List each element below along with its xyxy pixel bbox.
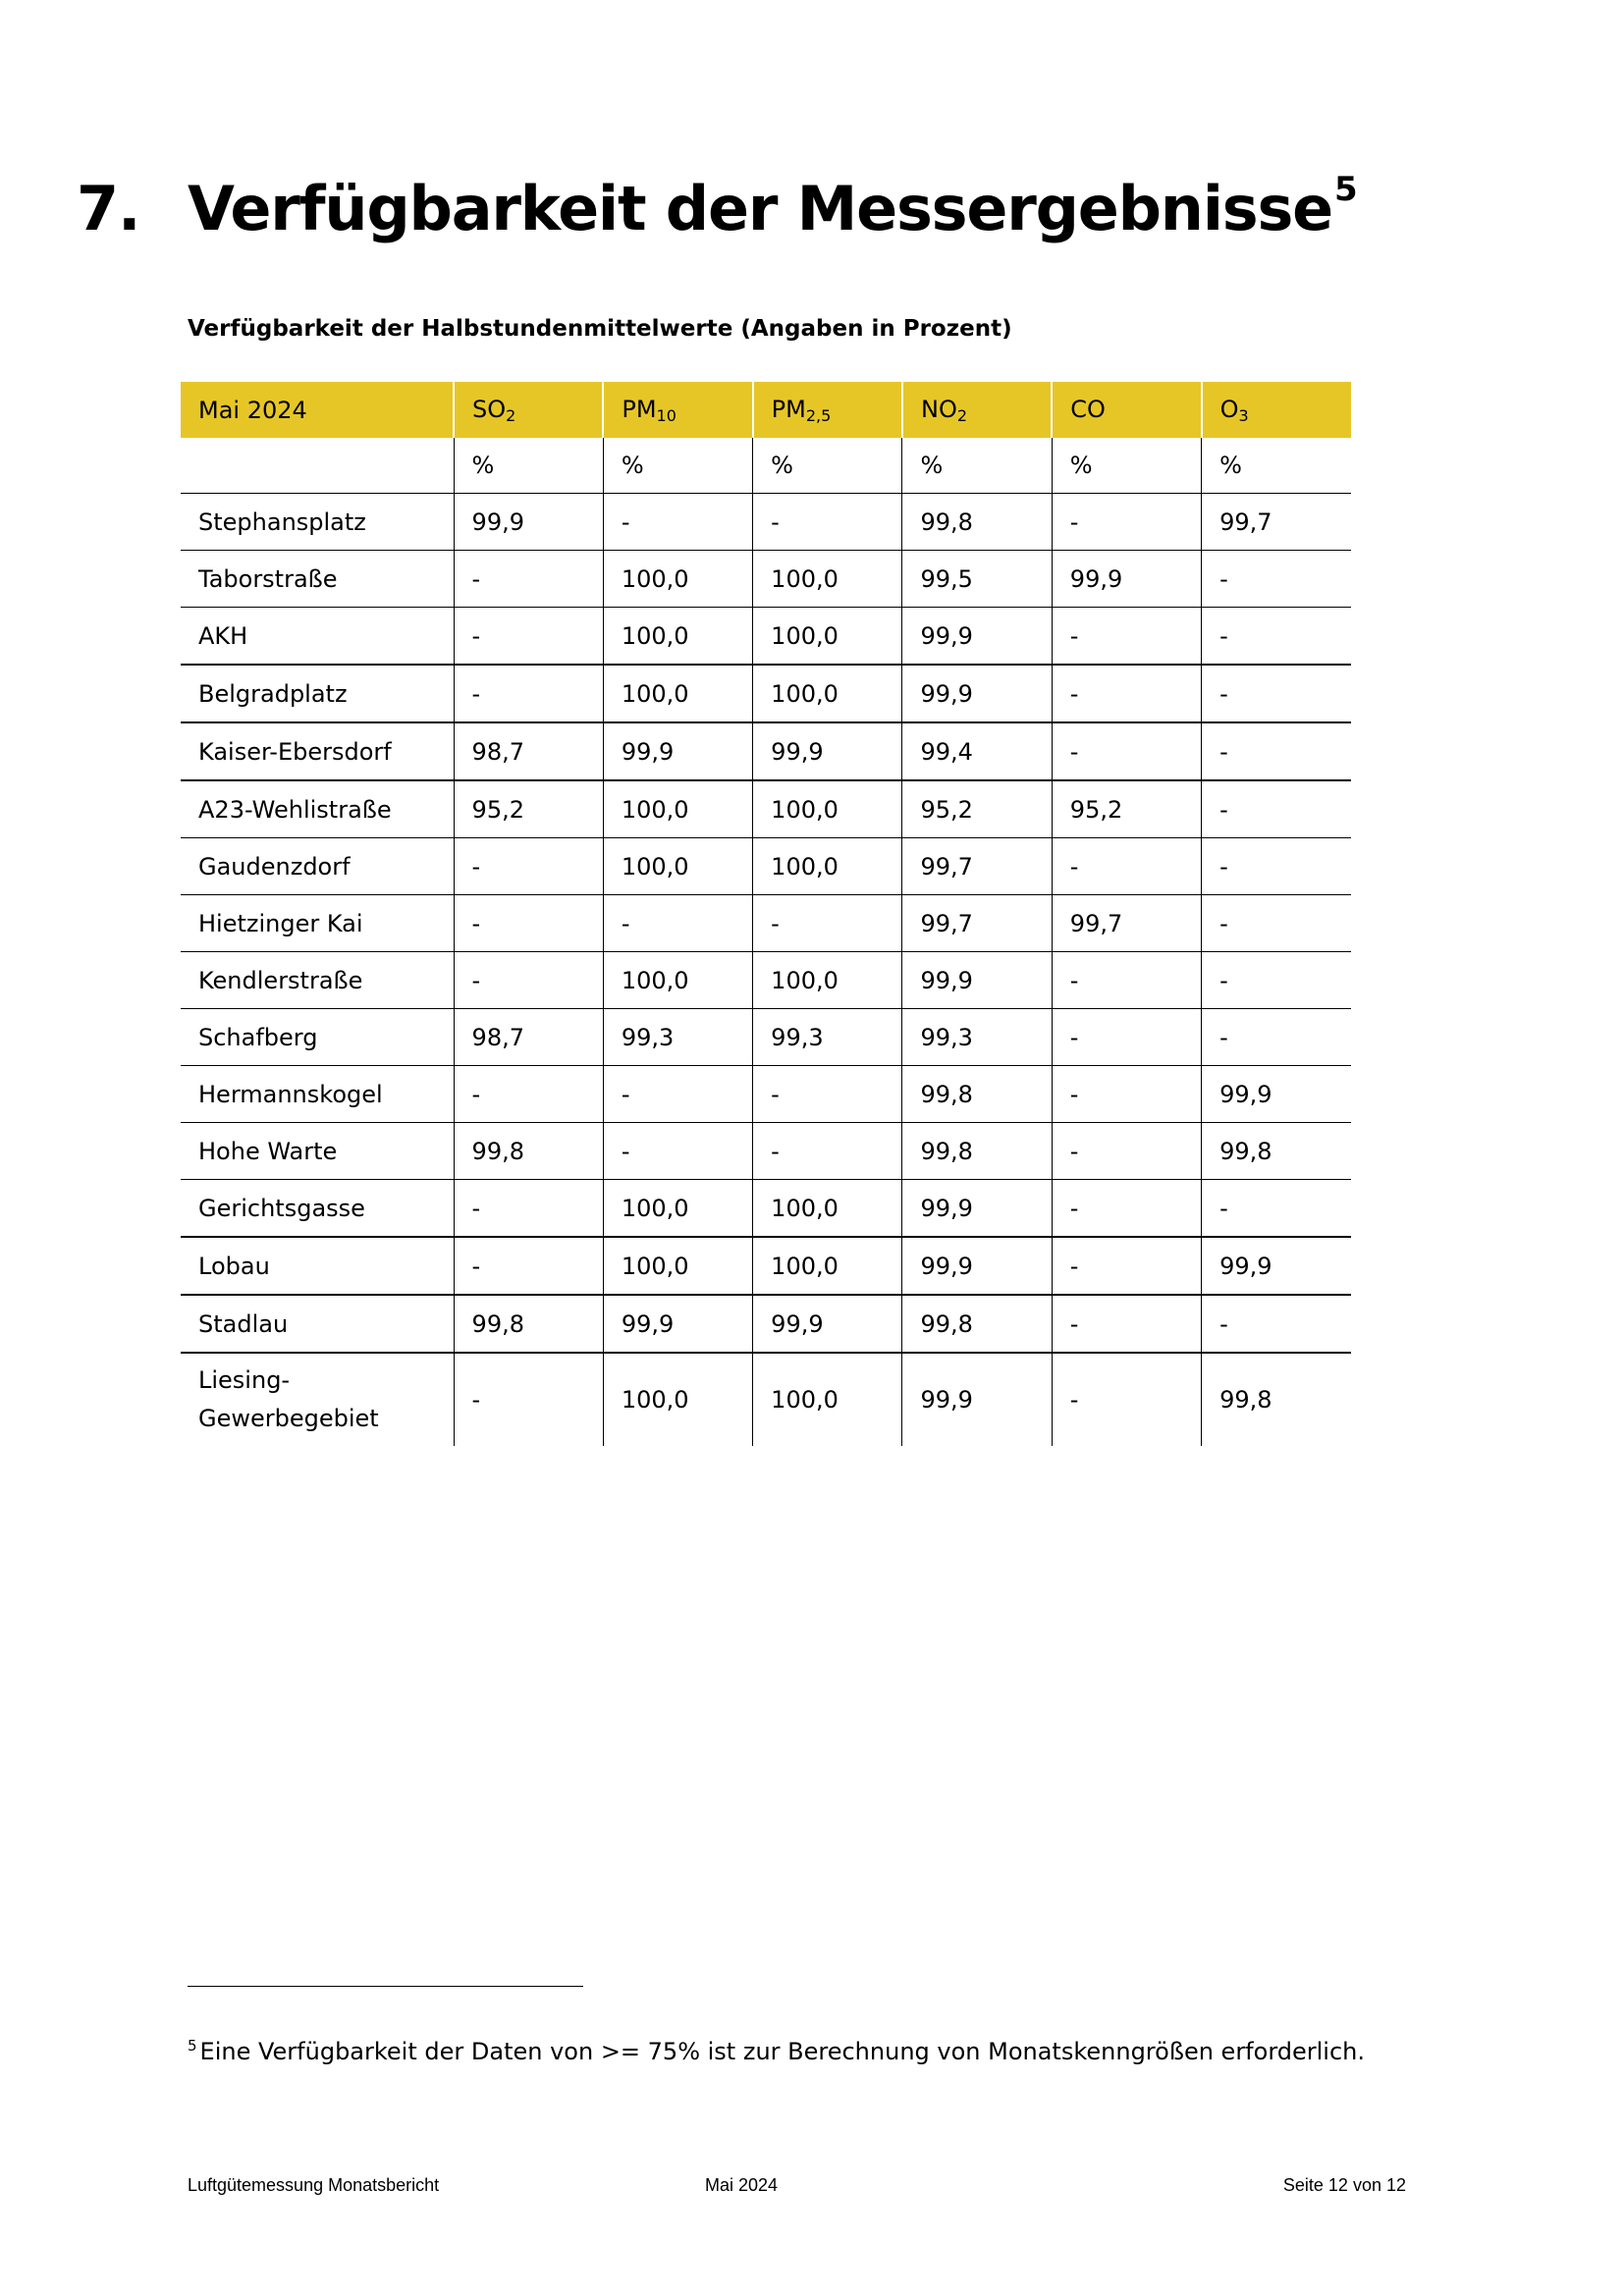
value-cell: - — [753, 895, 902, 952]
value-cell: 95,2 — [454, 780, 603, 838]
value-cell: 100,0 — [753, 665, 902, 722]
value-cell: - — [1052, 952, 1201, 1009]
value-cell: 98,7 — [454, 1009, 603, 1066]
table-row — [181, 952, 1351, 1009]
value-cell: - — [1052, 1237, 1201, 1295]
table-row — [181, 494, 1351, 551]
table-row — [181, 838, 1351, 895]
value-cell: 100,0 — [603, 838, 752, 895]
station-name: Stadlau — [181, 1295, 454, 1353]
value-cell: 99,3 — [902, 1009, 1052, 1066]
value-cell: - — [1052, 665, 1201, 722]
table-row — [181, 1295, 1351, 1353]
value-cell: 99,9 — [753, 722, 902, 780]
value-cell: 99,8 — [1202, 1123, 1351, 1180]
value-cell: 99,8 — [902, 494, 1052, 551]
value-cell: - — [1202, 722, 1351, 780]
value-cell: - — [1052, 1353, 1201, 1446]
station-name: AKH — [181, 608, 454, 666]
header-no2: $NO_2$ — [902, 382, 1052, 438]
value-cell: 100,0 — [753, 608, 902, 666]
table-caption: Verfügbarkeit der Halbstundenmittelwerte (Angaben in Prozent) — [188, 316, 1012, 342]
table-row — [181, 608, 1351, 666]
availability-table — [181, 382, 1351, 1446]
value-cell: 100,0 — [603, 551, 752, 608]
station-name: Lobau — [181, 1237, 454, 1295]
unit-cell: % — [454, 438, 603, 494]
table-body — [181, 438, 1351, 1446]
footnote-text: Eine Verfügbarkeit der Daten von >= 75% ist zur Berechnung von Monatskenngrößen erforderlich. — [199, 2038, 1365, 2065]
section-title: Verfügbarkeit der Messergebnisse — [188, 173, 1333, 244]
footnote-reference[interactable]: 5 — [1334, 170, 1357, 209]
table-header-row — [181, 382, 1351, 438]
station-name: Liesing-Gewerbegebiet — [198, 1366, 379, 1432]
value-cell: 99,9 — [603, 1295, 752, 1353]
value-cell: 99,8 — [1202, 1353, 1351, 1446]
value-cell: 99,7 — [1052, 895, 1201, 952]
value-cell: - — [454, 1066, 603, 1123]
value-cell: 100,0 — [603, 780, 752, 838]
value-cell: 100,0 — [753, 1353, 902, 1446]
footer-report-name: Luftgütemessung Monatsbericht — [188, 2175, 440, 2195]
value-cell: 99,8 — [902, 1295, 1052, 1353]
value-cell: 99,9 — [1052, 551, 1201, 608]
value-cell: - — [1052, 1295, 1201, 1353]
table-row — [181, 780, 1351, 838]
value-cell: - — [1202, 780, 1351, 838]
value-cell: - — [454, 895, 603, 952]
value-cell: 98,7 — [454, 722, 603, 780]
value-cell: 99,8 — [902, 1123, 1052, 1180]
footnote-marker: 5 — [188, 2037, 197, 2055]
value-cell: - — [1202, 838, 1351, 895]
value-cell: - — [603, 895, 752, 952]
value-cell: 100,0 — [753, 952, 902, 1009]
unit-cell: % — [753, 438, 902, 494]
table-row — [181, 1180, 1351, 1238]
value-cell: 100,0 — [753, 838, 902, 895]
unit-cell: % — [1052, 438, 1201, 494]
header-period: Mai 2024 — [181, 382, 454, 438]
value-cell: - — [1052, 1180, 1201, 1238]
table-row — [181, 1066, 1351, 1123]
value-cell: - — [454, 952, 603, 1009]
units-row — [181, 438, 1351, 494]
station-name: Taborstraße — [181, 551, 454, 608]
value-cell: 99,8 — [902, 1066, 1052, 1123]
unit-cell: % — [902, 438, 1052, 494]
value-cell: 100,0 — [603, 1237, 752, 1295]
table-row — [181, 1009, 1351, 1066]
footer-period: Mai 2024 — [705, 2175, 779, 2195]
value-cell: 100,0 — [603, 665, 752, 722]
value-cell: 100,0 — [753, 780, 902, 838]
station-name: Hietzinger Kai — [181, 895, 454, 952]
value-cell: - — [1202, 608, 1351, 666]
value-cell: 99,9 — [902, 665, 1052, 722]
value-cell: - — [1052, 838, 1201, 895]
value-cell: 99,9 — [1202, 1066, 1351, 1123]
station-name: Belgradplatz — [181, 665, 454, 722]
value-cell: - — [454, 551, 603, 608]
value-cell: - — [753, 494, 902, 551]
value-cell: 100,0 — [603, 608, 752, 666]
value-cell: - — [454, 608, 603, 666]
section-number: 7. — [77, 173, 140, 244]
value-cell: 99,3 — [753, 1009, 902, 1066]
value-cell: 95,2 — [1052, 780, 1201, 838]
value-cell: - — [1052, 722, 1201, 780]
value-cell: 99,9 — [902, 608, 1052, 666]
header-pm10: $PM_{10}$ — [603, 382, 752, 438]
table-row — [181, 551, 1351, 608]
footer-page-number: Seite 12 von 12 — [1282, 2175, 1406, 2195]
value-cell: - — [454, 1180, 603, 1238]
value-cell: 100,0 — [603, 952, 752, 1009]
value-cell: - — [1202, 665, 1351, 722]
value-cell: - — [1052, 494, 1201, 551]
value-cell: 99,9 — [1202, 1237, 1351, 1295]
value-cell: 100,0 — [753, 1237, 902, 1295]
value-cell: 99,9 — [902, 1237, 1052, 1295]
value-cell: - — [1202, 551, 1351, 608]
value-cell: 99,9 — [902, 1180, 1052, 1238]
value-cell: - — [1052, 1009, 1201, 1066]
value-cell: - — [753, 1066, 902, 1123]
value-cell: - — [1052, 1123, 1201, 1180]
value-cell: 99,7 — [902, 895, 1052, 952]
value-cell: - — [1202, 1180, 1351, 1238]
header-co: CO — [1052, 382, 1201, 438]
value-cell: - — [454, 1353, 603, 1446]
value-cell: 99,4 — [902, 722, 1052, 780]
header-o3: $O_3$ — [1202, 382, 1351, 438]
station-name: Stephansplatz — [181, 494, 454, 551]
table-row — [181, 1123, 1351, 1180]
station-name: Schafberg — [181, 1009, 454, 1066]
value-cell: 99,7 — [1202, 494, 1351, 551]
table-row — [181, 895, 1351, 952]
unit-cell: % — [1202, 438, 1351, 494]
value-cell: 99,8 — [454, 1295, 603, 1353]
value-cell: - — [1202, 1009, 1351, 1066]
value-cell: - — [603, 1123, 752, 1180]
table-row — [181, 1353, 1351, 1446]
section-heading — [77, 170, 1357, 244]
header-so2: $SO_2$ — [454, 382, 603, 438]
value-cell: - — [1052, 1066, 1201, 1123]
value-cell: - — [1202, 952, 1351, 1009]
value-cell: 99,7 — [902, 838, 1052, 895]
station-name: Gaudenzdorf — [181, 838, 454, 895]
value-cell: 99,5 — [902, 551, 1052, 608]
value-cell: - — [1202, 1295, 1351, 1353]
table-row — [181, 1237, 1351, 1295]
value-cell: - — [603, 494, 752, 551]
unit-cell: % — [603, 438, 752, 494]
value-cell: 100,0 — [753, 551, 902, 608]
value-cell: 99,8 — [454, 1123, 603, 1180]
table-row — [181, 722, 1351, 780]
value-cell: - — [603, 1066, 752, 1123]
value-cell: - — [454, 838, 603, 895]
units-label — [181, 438, 454, 494]
value-cell: 99,3 — [603, 1009, 752, 1066]
station-name: Gerichtsgasse — [181, 1180, 454, 1238]
value-cell: - — [1052, 608, 1201, 666]
station-name: Hohe Warte — [181, 1123, 454, 1180]
value-cell: 100,0 — [603, 1353, 752, 1446]
station-name: Kendlerstraße — [181, 952, 454, 1009]
value-cell: 99,9 — [753, 1295, 902, 1353]
footnote — [188, 2037, 1365, 2065]
value-cell: - — [753, 1123, 902, 1180]
station-name: Kaiser-Ebersdorf — [181, 722, 454, 780]
station-name: Hermannskogel — [181, 1066, 454, 1123]
table-row — [181, 665, 1351, 722]
value-cell: 99,9 — [902, 952, 1052, 1009]
station-name: A23-Wehlistraße — [181, 780, 454, 838]
value-cell: 99,9 — [603, 722, 752, 780]
footnote-separator — [188, 1986, 583, 1987]
value-cell: - — [454, 665, 603, 722]
header-pm25: $PM_{2,5}$ — [753, 382, 902, 438]
value-cell: 100,0 — [753, 1180, 902, 1238]
value-cell: 95,2 — [902, 780, 1052, 838]
value-cell: 100,0 — [603, 1180, 752, 1238]
value-cell: - — [1202, 895, 1351, 952]
value-cell: 99,9 — [902, 1353, 1052, 1446]
value-cell: 99,9 — [454, 494, 603, 551]
value-cell: - — [454, 1237, 603, 1295]
